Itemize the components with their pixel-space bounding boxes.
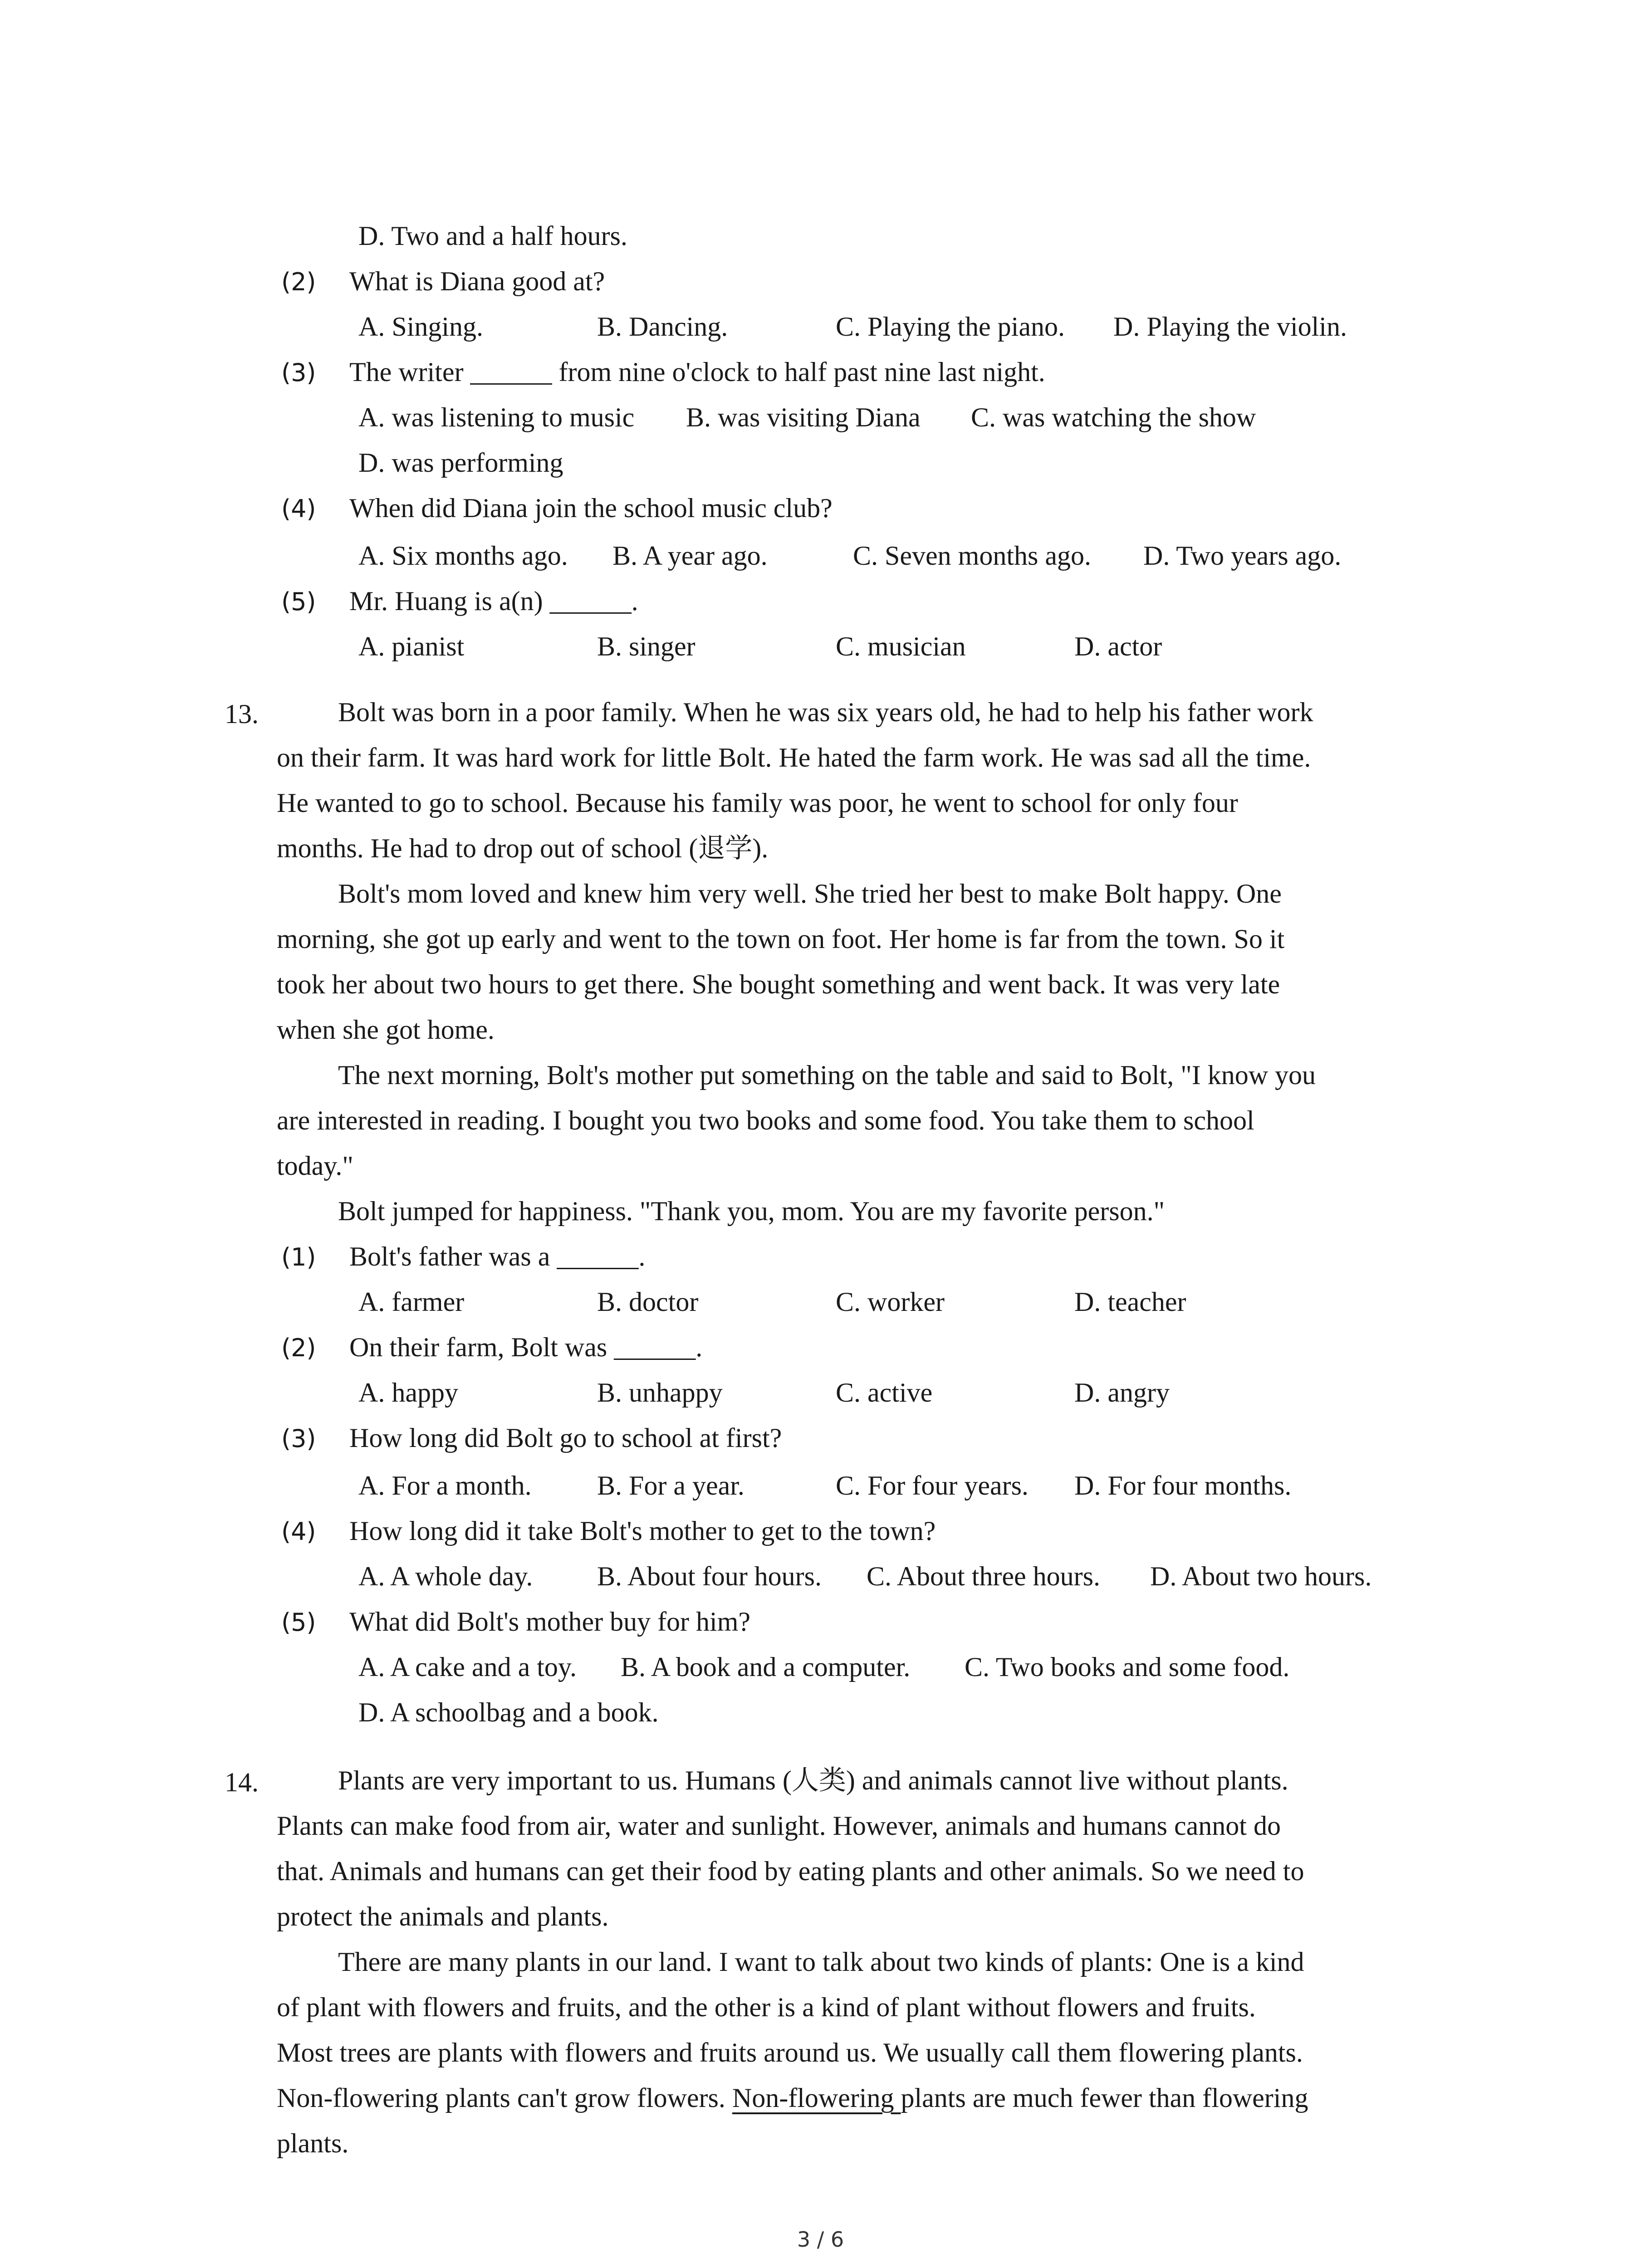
q13-passage-line: morning, she got up early and went to the town on foot. Her home is far from the town. So it	[277, 924, 1285, 954]
q12-4-number: (4)	[281, 494, 316, 523]
q13-2-option-c[interactable]: C. active	[836, 1378, 933, 1408]
q12-4-stem: When did Diana join the school music club?	[349, 493, 833, 523]
q13-1-stem: Bolt's father was a ______.	[349, 1242, 646, 1271]
q13-number: 13.	[225, 699, 259, 729]
q12-5-option-b[interactable]: B. singer	[597, 631, 696, 661]
q13-passage-line: He wanted to go to school. Because his family was poor, he went to school for only four	[277, 788, 1238, 818]
q13-3-option-b[interactable]: B. For a year.	[597, 1471, 745, 1501]
q13-2-stem: On their farm, Bolt was ______.	[349, 1332, 703, 1362]
q14-underlined-term: Non-flowering	[732, 2083, 901, 2113]
q13-1-option-b[interactable]: B. doctor	[597, 1287, 699, 1317]
q13-passage-line: took her about two hours to get there. She bought something and went back. It was very late	[277, 969, 1280, 999]
q13-1-option-a[interactable]: A. farmer	[358, 1287, 465, 1317]
q13-5-option-c[interactable]: C. Two books and some food.	[965, 1652, 1290, 1682]
q13-5-option-d[interactable]: D. A schoolbag and a book.	[358, 1697, 659, 1727]
q13-passage-line: months. He had to drop out of school (退学).	[277, 833, 769, 863]
q12-3-stem: The writer ______ from nine o'clock to half past nine last night.	[349, 357, 1045, 387]
q14-passage-line: Plants are very important to us. Humans (人类) and animals cannot live without plants.	[338, 1765, 1288, 1795]
q13-2-number: (2)	[281, 1334, 316, 1362]
q12-1-option-d: D. Two and a half hours.	[358, 221, 627, 251]
q14-passage-line: Most trees are plants with flowers and fruits around us. We usually call them flowering plants.	[277, 2038, 1303, 2068]
q12-2-option-c[interactable]: C. Playing the piano.	[836, 312, 1065, 342]
q13-1-number: (1)	[281, 1243, 316, 1271]
q14-line8-part-a: Non-flowering plants can't grow flowers.	[277, 2083, 732, 2113]
q13-passage-line: on their farm. It was hard work for little Bolt. He hated the farm work. He was sad all the time.	[277, 743, 1311, 772]
q13-2-option-a[interactable]: A. happy	[358, 1378, 458, 1408]
q13-1-option-c[interactable]: C. worker	[836, 1287, 945, 1317]
q13-4-number: (4)	[281, 1517, 316, 1546]
q13-3-stem: How long did Bolt go to school at first?	[349, 1423, 782, 1453]
q14-passage-line: that. Animals and humans can get their food by eating plants and other animals. So we need to	[277, 1856, 1304, 1886]
q13-2-option-d[interactable]: D. angry	[1074, 1378, 1170, 1408]
q12-2-option-b[interactable]: B. Dancing.	[597, 312, 728, 342]
q12-2-option-a[interactable]: A. Singing.	[358, 312, 484, 342]
q12-5-option-d[interactable]: D. actor	[1074, 631, 1162, 661]
q13-2-option-b[interactable]: B. unhappy	[597, 1378, 723, 1408]
q14-passage-line: Plants can make food from air, water and sunlight. However, animals and humans cannot do	[277, 1811, 1281, 1841]
q13-3-number: (3)	[281, 1424, 316, 1453]
q14-passage-line: There are many plants in our land. I want to talk about two kinds of plants: One is a kind	[338, 1947, 1304, 1977]
q12-4-option-d[interactable]: D. Two years ago.	[1143, 541, 1342, 571]
q13-4-option-c[interactable]: C. About three hours.	[867, 1561, 1100, 1591]
q13-3-option-d[interactable]: D. For four months.	[1074, 1471, 1292, 1501]
q14-passage-line: protect the animals and plants.	[277, 1901, 609, 1931]
q12-4-option-b[interactable]: B. A year ago.	[612, 541, 768, 571]
q13-passage-line: are interested in reading. I bought you two books and some food. You take them to school	[277, 1105, 1254, 1135]
q13-4-option-d[interactable]: D. About two hours.	[1150, 1561, 1372, 1591]
q12-4-option-a[interactable]: A. Six months ago.	[358, 541, 568, 571]
q12-2-stem: What is Diana good at?	[349, 266, 605, 296]
q12-3-option-c[interactable]: C. was watching the show	[971, 402, 1256, 432]
q12-2-number: (2)	[281, 268, 316, 296]
q14-passage-line: plants.	[277, 2128, 349, 2158]
q12-5-option-a[interactable]: A. pianist	[358, 631, 465, 661]
q12-4-option-c[interactable]: C. Seven months ago.	[853, 541, 1091, 571]
q13-5-number: (5)	[281, 1608, 316, 1637]
q14-number: 14.	[225, 1767, 259, 1797]
q12-3-option-d[interactable]: D. was performing	[358, 448, 563, 478]
q13-4-stem: How long did it take Bolt's mother to get to the town?	[349, 1516, 936, 1546]
q13-passage-line: Bolt was born in a poor family. When he was six years old, he had to help his father work	[338, 697, 1313, 727]
page-number: 3 / 6	[797, 2227, 844, 2252]
q13-5-option-a[interactable]: A. A cake and a toy.	[358, 1652, 577, 1682]
q12-5-number: (5)	[281, 587, 316, 616]
q12-3-option-a[interactable]: A. was listening to music	[358, 402, 635, 432]
q12-3-option-b[interactable]: B. was visiting Diana	[686, 402, 921, 432]
q12-5-option-c[interactable]: C. musician	[836, 631, 966, 661]
q13-passage-line: today."	[277, 1151, 353, 1181]
q14-passage-line: of plant with flowers and fruits, and the other is a kind of plant without flowers and fruits.	[277, 1992, 1256, 2022]
q13-1-option-d[interactable]: D. teacher	[1074, 1287, 1186, 1317]
q13-5-option-b[interactable]: B. A book and a computer.	[621, 1652, 911, 1682]
q13-4-option-b[interactable]: B. About four hours.	[597, 1561, 822, 1591]
q12-2-option-d[interactable]: D. Playing the violin.	[1113, 312, 1347, 342]
q13-passage-line: The next morning, Bolt's mother put something on the table and said to Bolt, "I know you	[338, 1060, 1316, 1090]
q13-5-stem: What did Bolt's mother buy for him?	[349, 1607, 751, 1637]
q13-3-option-c[interactable]: C. For four years.	[836, 1471, 1029, 1501]
q12-5-stem: Mr. Huang is a(n) ______.	[349, 586, 638, 616]
q13-passage-line: Bolt jumped for happiness. "Thank you, mom. You are my favorite person."	[338, 1196, 1165, 1226]
q14-line8-part-b: plants are much fewer than flowering	[901, 2083, 1308, 2113]
q13-passage-line: when she got home.	[277, 1015, 495, 1045]
q13-passage-line: Bolt's mom loved and knew him very well. She tried her best to make Bolt happy. One	[338, 879, 1282, 909]
q14-passage-line-8	[277, 2084, 1308, 2112]
q12-3-number: (3)	[281, 358, 316, 387]
q13-4-option-a[interactable]: A. A whole day.	[358, 1561, 533, 1591]
q13-3-option-a[interactable]: A. For a month.	[358, 1471, 532, 1501]
